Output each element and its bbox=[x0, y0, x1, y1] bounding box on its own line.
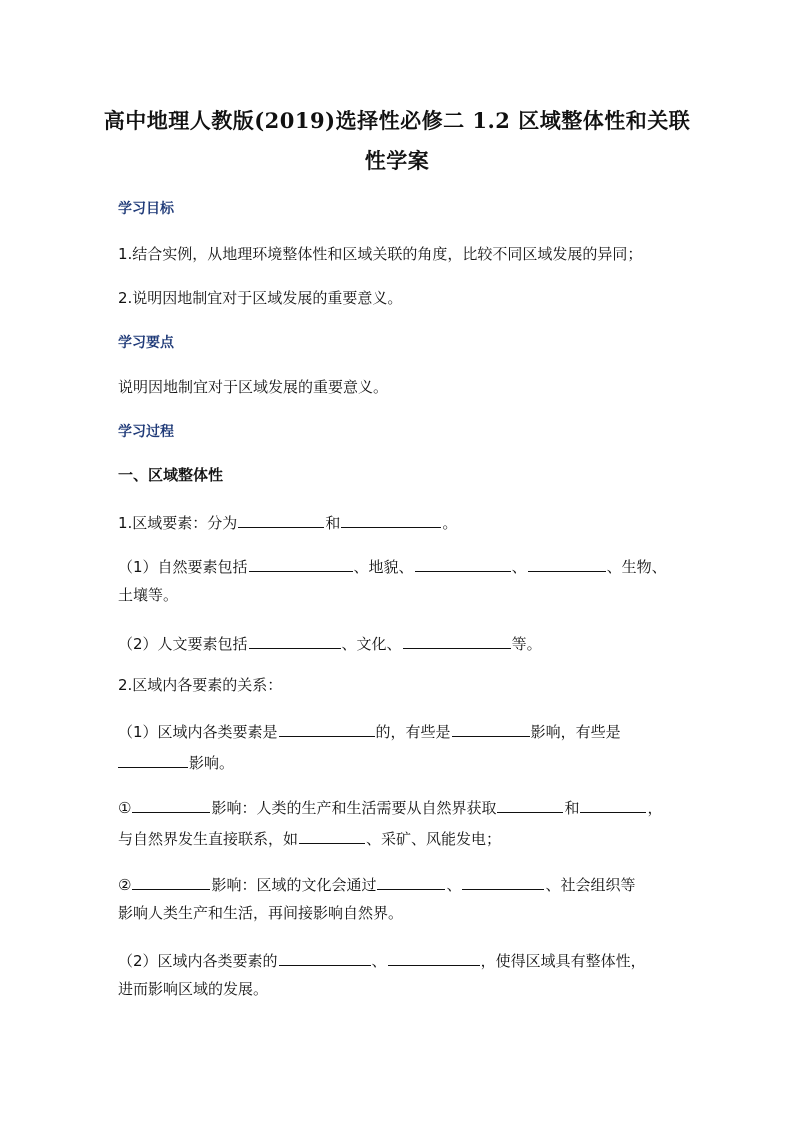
part-heading-regional-integrity: 一、区域整体性 bbox=[118, 466, 224, 484]
question-2-2-line-2: 进而影响区域的发展。 bbox=[118, 980, 269, 998]
fill-blank[interactable] bbox=[528, 556, 606, 572]
question-2-circle-1-text-e: 与自然界发生直接联系，如 bbox=[118, 830, 299, 848]
question-2-1-text-c: 影响，有些是 bbox=[530, 723, 621, 741]
question-2-circle-1-text-b: 影响：人类的生产和生活需要从自然界获取 bbox=[211, 799, 497, 817]
section-heading-key-points: 学习要点 bbox=[118, 335, 174, 351]
question-2-2-text-b: 、 bbox=[371, 952, 387, 970]
fill-blank[interactable] bbox=[388, 950, 480, 966]
question-2-1-line-1 bbox=[118, 721, 621, 740]
document-title-line-1: 高中地理人教版(2019)选择性必修二 1.2 区域整体性和关联 bbox=[103, 108, 691, 133]
question-1-text-a: 1.区域要素：分为 bbox=[118, 514, 238, 532]
key-points-text: 说明因地制宜对于区域发展的重要意义。 bbox=[118, 378, 389, 396]
question-2-circle-1-line-2 bbox=[118, 828, 501, 847]
question-1-text-b: 和 bbox=[325, 514, 341, 532]
question-1-1-text-c: 、 bbox=[511, 558, 527, 576]
fill-blank[interactable] bbox=[497, 797, 563, 813]
question-2-2-text-a: （2）区域内各类要素的 bbox=[118, 952, 278, 970]
fill-blank[interactable] bbox=[580, 797, 646, 813]
fill-blank[interactable] bbox=[249, 633, 341, 649]
fill-blank[interactable] bbox=[415, 556, 511, 572]
question-2-circle-1-text-f: 、采矿、风能发电； bbox=[366, 830, 502, 848]
fill-blank[interactable] bbox=[118, 752, 188, 768]
question-1 bbox=[118, 512, 457, 531]
question-1-2 bbox=[118, 633, 542, 652]
question-2-1-text-a: （1）区域内各类要素是 bbox=[118, 723, 278, 741]
section-heading-process: 学习过程 bbox=[118, 424, 174, 440]
question-2-2-line-1 bbox=[118, 950, 646, 969]
fill-blank[interactable] bbox=[132, 797, 210, 813]
fill-blank[interactable] bbox=[403, 633, 511, 649]
fill-blank[interactable] bbox=[377, 874, 445, 890]
document-title-line-2: 性学案 bbox=[364, 148, 430, 173]
question-2: 2.区域内各要素的关系： bbox=[118, 676, 283, 694]
question-2-1-text-d: 影响。 bbox=[189, 754, 235, 772]
goal-item-2: 2.说明因地制宜对于区域发展的重要意义。 bbox=[118, 289, 403, 307]
question-2-circle-2-line-2: 影响人类生产和生活，再间接影响自然界。 bbox=[118, 904, 404, 922]
question-2-circle-2-text-b: 影响：区域的文化会通过 bbox=[211, 876, 377, 894]
question-1-1-text-d: 、生物、 bbox=[606, 558, 667, 576]
question-2-circle-2-line-1 bbox=[118, 874, 636, 893]
question-1-1-text-a: （1）自然要素包括 bbox=[118, 558, 248, 576]
question-1-2-text-b: 、文化、 bbox=[341, 635, 402, 653]
fill-blank[interactable] bbox=[279, 721, 375, 737]
question-2-2-text-c: ，使得区域具有整体性， bbox=[480, 952, 646, 970]
fill-blank[interactable] bbox=[462, 874, 544, 890]
question-1-1-line-2: 土壤等。 bbox=[118, 586, 179, 604]
question-1-2-text-a: （2）人文要素包括 bbox=[118, 635, 248, 653]
question-2-1-text-b: 的，有些是 bbox=[375, 723, 451, 741]
question-2-circle-2-text-a: ② bbox=[118, 876, 132, 894]
fill-blank[interactable] bbox=[299, 828, 365, 844]
question-2-1-line-2 bbox=[118, 752, 234, 771]
fill-blank[interactable] bbox=[238, 512, 324, 528]
question-2-circle-1-text-c: 和 bbox=[564, 799, 580, 817]
question-1-1-text-b: 、地貌、 bbox=[353, 558, 414, 576]
question-2-circle-1-text-a: ① bbox=[118, 799, 132, 817]
question-1-2-text-c: 等。 bbox=[511, 635, 542, 653]
question-2-circle-2-text-c: 、 bbox=[446, 876, 462, 894]
section-heading-goals: 学习目标 bbox=[118, 201, 174, 217]
question-1-1-line-1 bbox=[118, 556, 667, 575]
fill-blank[interactable] bbox=[279, 950, 371, 966]
fill-blank[interactable] bbox=[452, 721, 530, 737]
question-2-circle-1-line-1 bbox=[118, 797, 663, 816]
question-1-text-c: 。 bbox=[442, 514, 458, 532]
goal-item-1: 1.结合实例，从地理环境整体性和区域关联的角度，比较不同区域发展的异同； bbox=[118, 245, 643, 263]
fill-blank[interactable] bbox=[341, 512, 441, 528]
fill-blank[interactable] bbox=[249, 556, 353, 572]
question-2-circle-2-text-d: 、社会组织等 bbox=[545, 876, 636, 894]
fill-blank[interactable] bbox=[132, 874, 210, 890]
question-2-circle-1-text-d: ， bbox=[647, 799, 663, 817]
